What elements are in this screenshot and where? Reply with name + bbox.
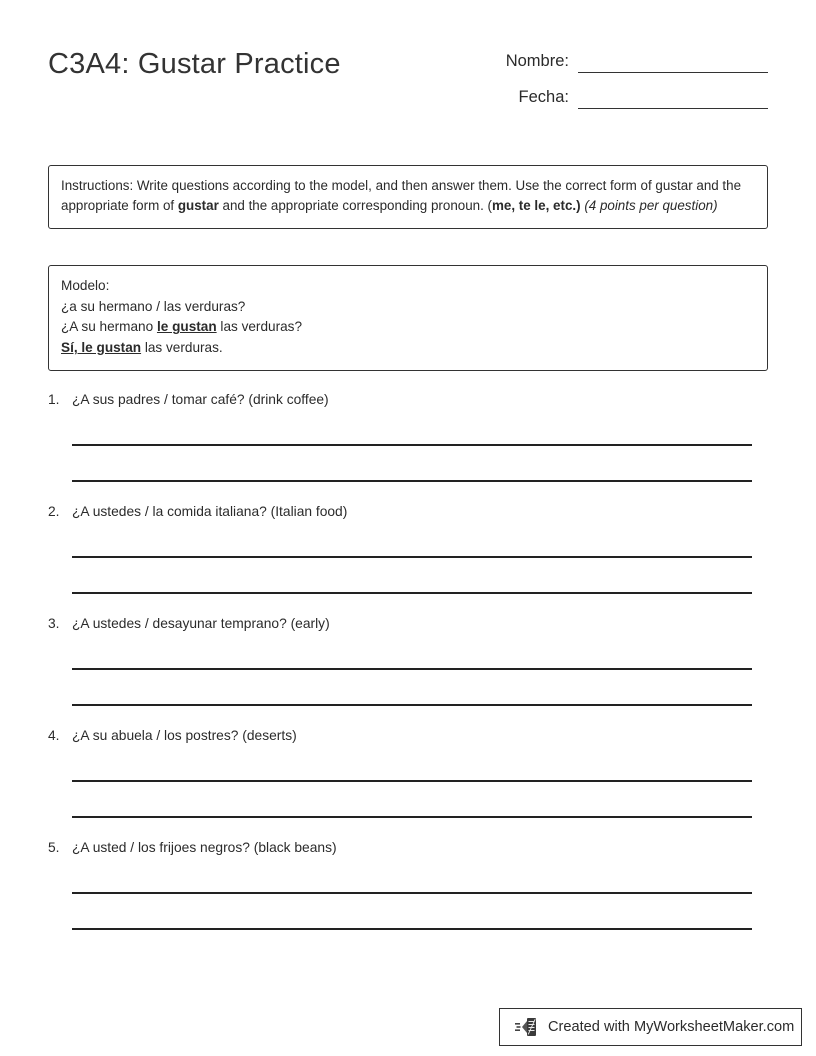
question-number: 5. — [48, 840, 60, 855]
answer-line-1[interactable] — [72, 668, 752, 670]
question-text: ¿A su abuela / los postres? (deserts) — [72, 728, 297, 743]
modelo-prompt: ¿a su hermano / las verduras? — [61, 298, 246, 314]
question-text: ¿A ustedes / desayunar temprano? (early) — [72, 616, 330, 631]
answer-line-1[interactable] — [72, 444, 752, 446]
answer-line-2[interactable] — [72, 480, 752, 482]
modelo-answer-emphasis: Sí, le gustan — [61, 339, 142, 355]
modelo-question-post: las verduras? — [216, 319, 303, 335]
instructions-part1: Instructions: Write questions according to the model, and then answer them. Use the correct form of gustar and the appropriate form of — [61, 178, 742, 214]
question-number: 3. — [48, 616, 60, 631]
answer-line-2[interactable] — [72, 928, 752, 930]
date-input-line[interactable] — [578, 108, 768, 109]
worksheet-header — [0, 0, 816, 130]
answer-line-2[interactable] — [72, 704, 752, 706]
question-heading — [48, 504, 347, 519]
question-item — [0, 504, 816, 616]
modelo-panel — [48, 265, 768, 371]
name-field-row — [420, 52, 768, 73]
question-text: ¿A sus padres / tomar café? (drink coffee) — [72, 392, 329, 407]
question-number: 1. — [48, 392, 60, 407]
instructions-bold-gustar: gustar — [177, 198, 219, 214]
date-field-row — [420, 88, 768, 109]
question-number: 4. — [48, 728, 60, 743]
question-heading — [48, 616, 330, 631]
created-with-badge[interactable] — [499, 1008, 802, 1046]
question-heading — [48, 392, 329, 407]
question-number: 2. — [48, 504, 60, 519]
question-item — [0, 616, 816, 728]
question-item — [0, 840, 816, 952]
modelo-answer — [61, 338, 755, 359]
question-heading — [48, 728, 297, 743]
instructions-panel — [48, 165, 768, 229]
question-text: ¿A ustedes / la comida italiana? (Italian food) — [72, 504, 348, 519]
name-label: Nombre: — [505, 52, 569, 70]
instructions-bold-pronouns: me, te le, etc.) — [492, 198, 581, 214]
date-label: Fecha: — [518, 88, 569, 106]
answer-line-1[interactable] — [72, 556, 752, 558]
modelo-question-emphasis: le gustan — [156, 319, 217, 335]
question-text: ¿A usted / los frijoes negros? (black beans) — [72, 840, 337, 855]
name-input-line[interactable] — [578, 72, 768, 73]
answer-line-1[interactable] — [72, 780, 752, 782]
page-title: C3A4: Gustar Practice — [48, 48, 341, 80]
instructions-part2: and the appropriate corresponding pronoun. ( — [218, 198, 493, 214]
modelo-question-pre: ¿A su hermano — [61, 319, 157, 335]
instructions-text — [61, 176, 755, 217]
modelo-heading: Modelo: — [61, 278, 110, 293]
answer-line-2[interactable] — [72, 592, 752, 594]
question-heading — [48, 840, 337, 855]
modelo-answer-post: las verduras. — [141, 339, 223, 355]
question-item — [0, 728, 816, 840]
questions-list — [0, 392, 816, 952]
answer-line-2[interactable] — [72, 816, 752, 818]
question-item — [0, 392, 816, 504]
worksheet-maker-logo-icon — [514, 1016, 540, 1038]
answer-line-1[interactable] — [72, 892, 752, 894]
created-with-label: Created with MyWorksheetMaker.com — [548, 1019, 795, 1035]
instructions-points-note: (4 points per question) — [580, 198, 718, 214]
modelo-question — [61, 317, 755, 338]
